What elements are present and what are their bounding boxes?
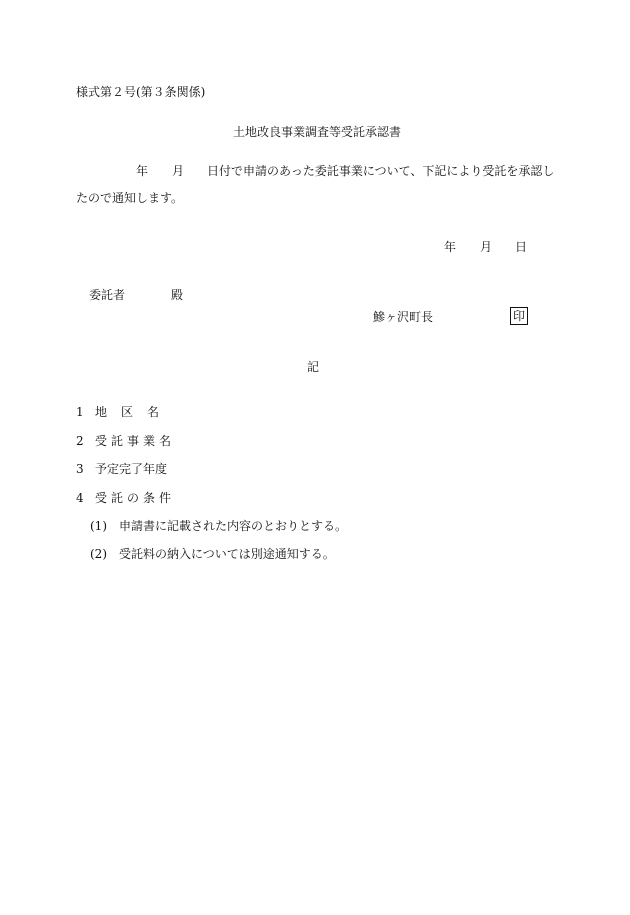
body-line-2: たので通知します。 xyxy=(76,191,184,205)
date-day-label: 日 xyxy=(515,240,528,254)
date-year-label: 年 xyxy=(444,240,457,254)
addressee-honorific: 殿 xyxy=(171,288,184,302)
condition-number: (2) xyxy=(90,547,107,561)
item-number: 4 xyxy=(76,491,84,505)
body-month-label: 月 xyxy=(172,164,185,178)
condition-text: 受託料の納入については別途通知する。 xyxy=(119,547,335,561)
item-number: 2 xyxy=(76,434,84,448)
body-year-label: 年 xyxy=(136,164,149,178)
condition-text: 申請書に記載された内容のとおりとする。 xyxy=(119,519,348,533)
ki-heading: 記 xyxy=(307,360,320,374)
addressee-label: 委託者 xyxy=(89,288,126,302)
form-number: 様式第２号(第３条関係) xyxy=(76,85,206,99)
item-number: 1 xyxy=(76,405,84,419)
condition-number: (1) xyxy=(90,519,107,533)
seal-stamp: 印 xyxy=(510,307,528,325)
item-label-district: 地区名 xyxy=(95,405,174,419)
issuer-name: 鰺ヶ沢町長 xyxy=(373,310,434,324)
date-month-label: 月 xyxy=(480,240,493,254)
item-label-completion: 予定完了年度 xyxy=(95,462,168,476)
item-number: 3 xyxy=(76,462,84,476)
body-line-1: 日付で申請のあった委託事業について、下記により受託を承認し xyxy=(207,164,555,178)
item-label-project: 受託事業名 xyxy=(95,434,176,448)
document-title: 土地改良事業調査等受託承認書 xyxy=(233,125,402,139)
item-label-conditions: 受託の条件 xyxy=(95,491,176,505)
